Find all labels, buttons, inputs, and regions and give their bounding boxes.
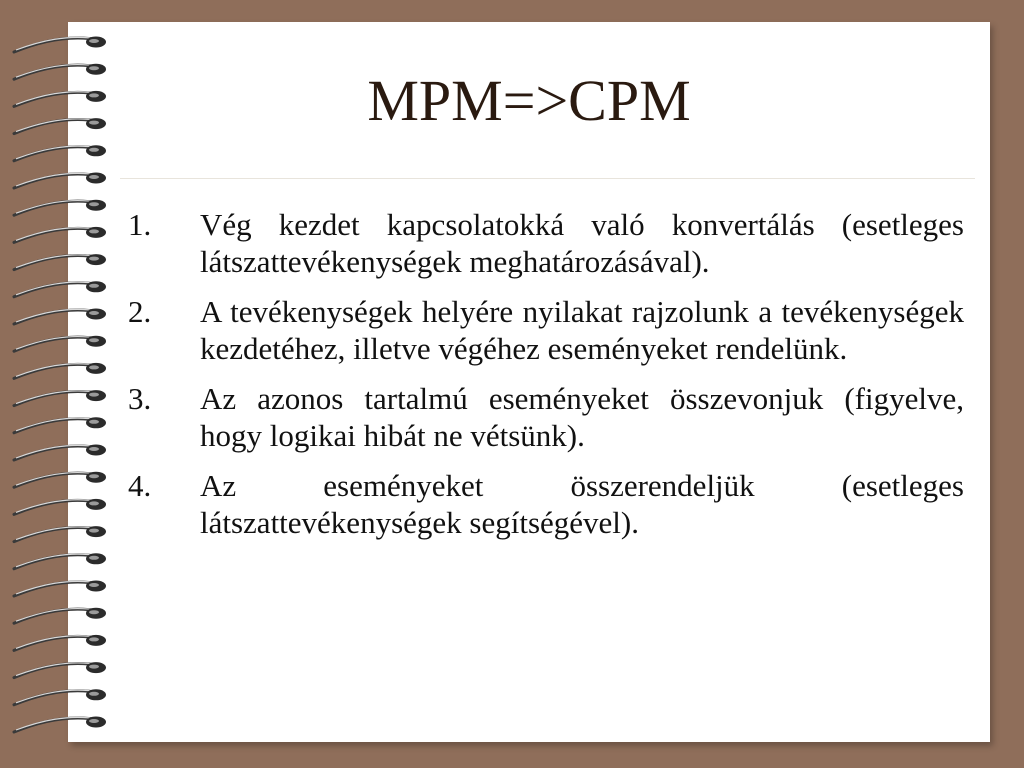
item-text: A tevékenységek helyére nyilakat rajzolunk a tevékenységek kezdetéhez, illetve végéhez eseményeket rendelünk. [200, 294, 964, 366]
spiral-ring [14, 281, 106, 297]
spiral-ring [14, 200, 106, 216]
spiral-ring [14, 309, 106, 325]
spiral-ring [14, 635, 106, 651]
item-number: 3. [128, 381, 152, 416]
item-number: 2. [128, 294, 152, 329]
spiral-ring [14, 608, 106, 624]
spiral-ring [14, 472, 106, 488]
list-item [128, 293, 964, 367]
item-text: Vég kezdet kapcsolatokká való konvertálás (esetleges látszattevékenységek meghatározásával). [200, 207, 964, 279]
spiral-ring [14, 227, 106, 243]
spiral-ring [14, 526, 106, 542]
spiral-ring [14, 363, 106, 379]
spiral-ring [14, 145, 106, 161]
spiral-ring [14, 662, 106, 678]
spiral-ring [14, 390, 106, 406]
item-number: 4. [128, 468, 152, 503]
spiral-ring [14, 581, 106, 597]
list-item [128, 380, 964, 454]
slide-title: MPM=>CPM [367, 68, 691, 133]
list-item [128, 206, 964, 280]
spiral-ring [14, 717, 106, 733]
item-text: Az eseményeket összerendeljük (esetleges látszattevékenységek segítségével). [200, 468, 964, 540]
list-item [128, 467, 964, 541]
spiral-ring [14, 445, 106, 461]
title-divider [120, 178, 975, 179]
spiral-binding [8, 26, 120, 746]
spiral-ring [14, 254, 106, 270]
spiral-ring [14, 417, 106, 433]
spiral-ring [14, 37, 106, 53]
steps-list [128, 206, 964, 554]
item-number: 1. [128, 207, 152, 242]
spiral-ring [14, 499, 106, 515]
spiral-ring [14, 553, 106, 569]
spiral-ring [14, 336, 106, 352]
item-text: Az azonos tartalmú eseményeket összevonjuk (figyelve, hogy logikai hibát ne vétsünk). [200, 381, 964, 453]
spiral-ring [14, 689, 106, 705]
spiral-ring [14, 173, 106, 189]
